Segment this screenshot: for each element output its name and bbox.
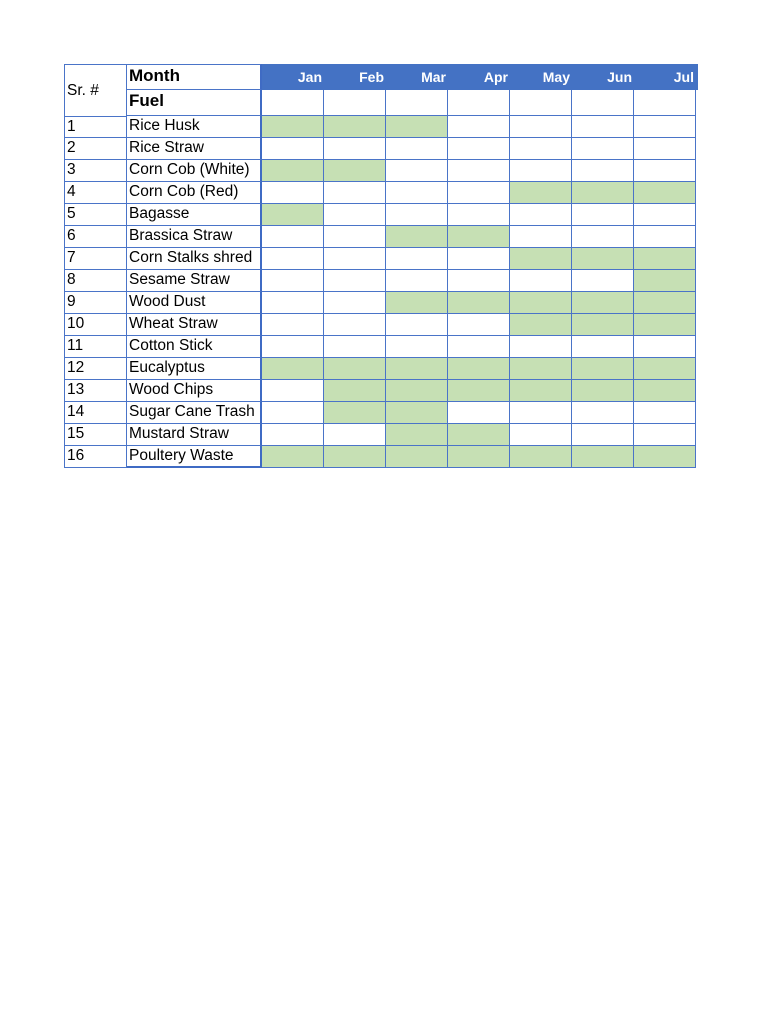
sr-number-header: Sr. # (64, 64, 127, 116)
fuel-header-label: Fuel (127, 90, 262, 116)
sr-number-cell[interactable]: 14 (64, 402, 127, 424)
sr-number-cell[interactable]: 3 (64, 160, 127, 182)
availability-cell-available[interactable] (510, 292, 572, 314)
availability-cell-empty[interactable] (324, 226, 386, 248)
availability-cell-empty[interactable] (386, 336, 448, 358)
availability-cell-available[interactable] (324, 116, 386, 138)
availability-cell-empty[interactable] (510, 204, 572, 226)
availability-cell-empty[interactable] (448, 138, 510, 160)
fuel-name-cell[interactable]: Mustard Straw (127, 424, 262, 446)
month-subheader-cell[interactable] (634, 90, 696, 116)
availability-cell-empty[interactable] (262, 248, 324, 270)
availability-cell-empty[interactable] (510, 138, 572, 160)
availability-cell-empty[interactable] (324, 182, 386, 204)
availability-cell-available[interactable] (324, 446, 386, 468)
availability-cell-available[interactable] (572, 248, 634, 270)
availability-cell-available[interactable] (510, 358, 572, 380)
availability-cell-available[interactable] (448, 226, 510, 248)
availability-cell-empty[interactable] (510, 424, 572, 446)
sr-number-cell[interactable]: 6 (64, 226, 127, 248)
availability-cell-empty[interactable] (262, 336, 324, 358)
availability-cell-empty[interactable] (448, 182, 510, 204)
availability-cell-available[interactable] (510, 446, 572, 468)
sr-number-cell[interactable]: 7 (64, 248, 127, 270)
availability-cell-empty[interactable] (386, 270, 448, 292)
month-subheader-cell[interactable] (448, 90, 510, 116)
availability-cell-available[interactable] (510, 380, 572, 402)
availability-cell-available[interactable] (572, 446, 634, 468)
availability-cell-available[interactable] (386, 446, 448, 468)
availability-cell-empty[interactable] (262, 314, 324, 336)
availability-cell-available[interactable] (510, 314, 572, 336)
availability-cell-available[interactable] (262, 358, 324, 380)
sr-number-cell[interactable]: 16 (64, 446, 127, 468)
sr-number-cell[interactable]: 1 (64, 116, 127, 138)
availability-cell-empty[interactable] (386, 138, 448, 160)
availability-cell-empty[interactable] (448, 116, 510, 138)
availability-cell-empty[interactable] (510, 116, 572, 138)
availability-cell-empty[interactable] (386, 314, 448, 336)
availability-cell-empty[interactable] (448, 402, 510, 424)
availability-cell-available[interactable] (448, 380, 510, 402)
fuel-name-cell[interactable]: Sesame Straw (127, 270, 262, 292)
availability-cell-available[interactable] (510, 182, 572, 204)
availability-cell-empty[interactable] (634, 336, 696, 358)
availability-cell-empty[interactable] (324, 204, 386, 226)
sr-number-cell[interactable]: 8 (64, 270, 127, 292)
availability-cell-available[interactable] (386, 402, 448, 424)
availability-cell-empty[interactable] (386, 204, 448, 226)
fuel-name-cell[interactable]: Eucalyptus (127, 358, 262, 380)
availability-cell-available[interactable] (634, 380, 696, 402)
fuel-name-cell[interactable]: Rice Straw (127, 138, 262, 160)
availability-cell-empty[interactable] (324, 270, 386, 292)
availability-cell-available[interactable] (324, 402, 386, 424)
availability-cell-empty[interactable] (262, 402, 324, 424)
availability-cell-available[interactable] (448, 292, 510, 314)
fuel-name-cell[interactable]: Corn Cob (Red) (127, 182, 262, 204)
fuel-name-cell[interactable]: Wood Chips (127, 380, 262, 402)
availability-cell-available[interactable] (386, 116, 448, 138)
availability-cell-empty[interactable] (262, 138, 324, 160)
month-subheader-cell[interactable] (262, 90, 324, 116)
availability-cell-available[interactable] (386, 380, 448, 402)
availability-cell-available[interactable] (324, 380, 386, 402)
availability-cell-empty[interactable] (262, 292, 324, 314)
availability-cell-available[interactable] (572, 380, 634, 402)
sr-number-cell[interactable]: 15 (64, 424, 127, 446)
fuel-name-cell[interactable]: Rice Husk (127, 116, 262, 138)
availability-cell-empty[interactable] (634, 204, 696, 226)
month-header-jul: Jul (673, 69, 694, 85)
availability-cell-available[interactable] (448, 424, 510, 446)
month-subheader-cell[interactable] (324, 90, 386, 116)
availability-cell-empty[interactable] (510, 336, 572, 358)
availability-cell-available[interactable] (572, 292, 634, 314)
availability-cell-available[interactable] (572, 314, 634, 336)
availability-cell-empty[interactable] (324, 248, 386, 270)
availability-cell-empty[interactable] (262, 226, 324, 248)
availability-cell-empty[interactable] (324, 336, 386, 358)
availability-cell-available[interactable] (634, 182, 696, 204)
sr-number-cell[interactable]: 10 (64, 314, 127, 336)
availability-cell-available[interactable] (634, 270, 696, 292)
fuel-name-cell[interactable]: Wheat Straw (127, 314, 262, 336)
fuel-name-cell[interactable]: Poultery Waste (127, 446, 262, 468)
availability-cell-empty[interactable] (572, 336, 634, 358)
availability-cell-empty[interactable] (324, 424, 386, 446)
availability-cell-empty[interactable] (386, 182, 448, 204)
availability-cell-available[interactable] (572, 358, 634, 380)
availability-cell-empty[interactable] (572, 226, 634, 248)
availability-cell-empty[interactable] (262, 270, 324, 292)
month-subheader-cell[interactable] (386, 90, 448, 116)
fuel-availability-sheet (64, 64, 698, 467)
month-header-jun: Jun (607, 69, 632, 85)
availability-cell-available[interactable] (448, 358, 510, 380)
availability-cell-available[interactable] (634, 446, 696, 468)
fuel-name-cell[interactable]: Cotton Stick (127, 336, 262, 358)
month-header-jan: Jan (297, 69, 322, 85)
availability-cell-available[interactable] (634, 292, 696, 314)
fuel-name-cell[interactable]: Brassica Straw (127, 226, 262, 248)
availability-cell-available[interactable] (448, 446, 510, 468)
availability-cell-available[interactable] (262, 160, 324, 182)
availability-cell-empty[interactable] (572, 204, 634, 226)
month-header-may: May (542, 69, 570, 85)
fuel-name-cell[interactable]: Sugar Cane Trash (127, 402, 262, 424)
month-subheader-cell[interactable] (510, 90, 572, 116)
availability-cell-empty[interactable] (324, 314, 386, 336)
availability-cell-empty[interactable] (572, 116, 634, 138)
availability-cell-available[interactable] (262, 204, 324, 226)
availability-cell-available[interactable] (324, 358, 386, 380)
sr-number-cell[interactable]: 9 (64, 292, 127, 314)
availability-cell-empty[interactable] (262, 424, 324, 446)
availability-cell-empty[interactable] (572, 424, 634, 446)
availability-cell-available[interactable] (634, 314, 696, 336)
availability-cell-available[interactable] (262, 446, 324, 468)
availability-cell-empty[interactable] (572, 402, 634, 424)
availability-cell-empty[interactable] (262, 182, 324, 204)
month-subheader-cell[interactable] (572, 90, 634, 116)
availability-cell-empty[interactable] (448, 336, 510, 358)
availability-cell-empty[interactable] (634, 116, 696, 138)
availability-cell-available[interactable] (634, 358, 696, 380)
sr-number-cell[interactable]: 5 (64, 204, 127, 226)
fuel-name-cell[interactable]: Bagasse (127, 204, 262, 226)
availability-cell-empty[interactable] (262, 380, 324, 402)
availability-cell-empty[interactable] (324, 138, 386, 160)
availability-cell-empty[interactable] (572, 160, 634, 182)
availability-cell-empty[interactable] (510, 160, 572, 182)
month-header-feb: Feb (359, 69, 384, 85)
availability-cell-empty[interactable] (510, 402, 572, 424)
availability-cell-available[interactable] (510, 248, 572, 270)
availability-cell-empty[interactable] (448, 314, 510, 336)
availability-cell-empty[interactable] (634, 226, 696, 248)
fuel-name-cell[interactable]: Corn Stalks shred (127, 248, 262, 270)
availability-cell-available[interactable] (634, 248, 696, 270)
sr-number-cell[interactable]: 13 (64, 380, 127, 402)
availability-cell-available[interactable] (386, 424, 448, 446)
sr-number-cell[interactable]: 4 (64, 182, 127, 204)
availability-cell-empty[interactable] (324, 292, 386, 314)
availability-cell-available[interactable] (324, 160, 386, 182)
month-header-apr: Apr (483, 69, 508, 85)
availability-cell-empty[interactable] (572, 138, 634, 160)
availability-cell-empty[interactable] (386, 160, 448, 182)
month-header-label: Month (127, 64, 262, 90)
availability-cell-available[interactable] (386, 226, 448, 248)
availability-cell-available[interactable] (572, 182, 634, 204)
availability-cell-available[interactable] (386, 358, 448, 380)
availability-cell-empty[interactable] (634, 138, 696, 160)
availability-cell-empty[interactable] (634, 424, 696, 446)
sr-number-cell[interactable]: 12 (64, 358, 127, 380)
availability-cell-empty[interactable] (386, 248, 448, 270)
availability-cell-empty[interactable] (510, 270, 572, 292)
availability-cell-available[interactable] (386, 292, 448, 314)
availability-cell-empty[interactable] (448, 160, 510, 182)
availability-cell-empty[interactable] (634, 160, 696, 182)
availability-cell-empty[interactable] (572, 270, 634, 292)
availability-cell-empty[interactable] (448, 204, 510, 226)
availability-cell-empty[interactable] (448, 248, 510, 270)
availability-cell-available[interactable] (262, 116, 324, 138)
availability-cell-empty[interactable] (448, 270, 510, 292)
fuel-name-cell[interactable]: Wood Dust (127, 292, 262, 314)
availability-cell-empty[interactable] (510, 226, 572, 248)
fuel-name-cell[interactable]: Corn Cob (White) (127, 160, 262, 182)
availability-cell-empty[interactable] (634, 402, 696, 424)
sr-number-cell[interactable]: 2 (64, 138, 127, 160)
sr-number-cell[interactable]: 11 (64, 336, 127, 358)
month-header-mar: Mar (421, 69, 446, 85)
